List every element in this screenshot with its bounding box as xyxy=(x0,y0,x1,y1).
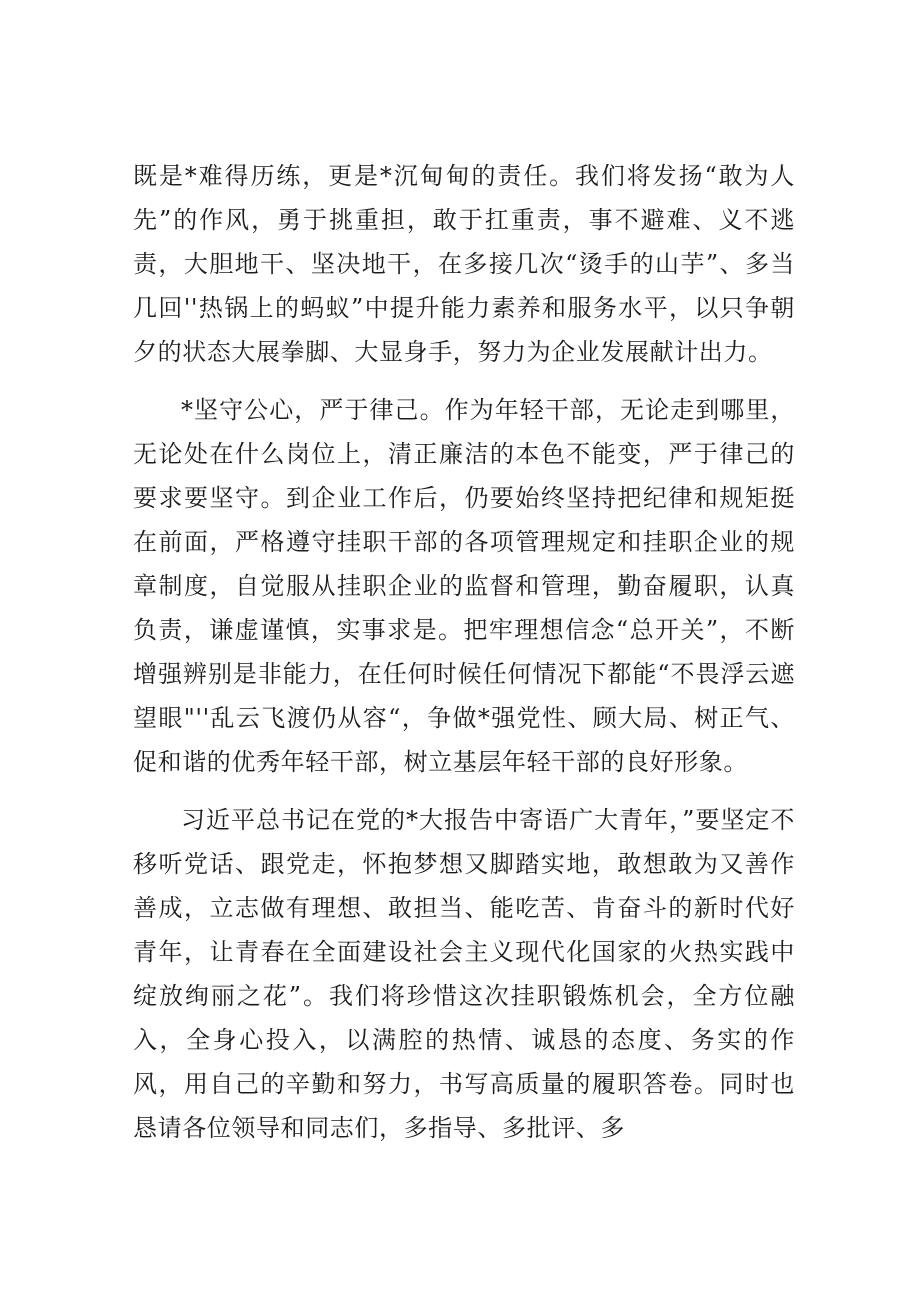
paragraph-2: *坚守公心，严于律己。作为年轻干部，无论走到哪里，无论处在什么岗位上，清正廉洁的本色不能变，严于律己的要求要坚守。到企业工作后，仍要始终坚持把纪律和规矩挺在前面，严格遵守挂职干部的各项管理规定和挂职企业的规章制度，自觉服从挂职企业的监督和管理，勤奋履职，认真负责，谦虚谨慎，实事求是。把牢理想信念“总开关”，不断增强辨别是非能力，在任何时候任何情况下都能“不畏浮云遮望眼"''乱云飞渡仍从容“，争做*强党性、顾大局、树正气、促和谐的优秀年轻干部，树立基层年轻干部的良好形象。 xyxy=(133,396,795,776)
document-body xyxy=(133,154,795,1150)
paragraph-1: 既是*难得历练，更是*沉甸甸的责任。我们将发扬“敢为人先”的作风，勇于挑重担，敢于扛重责，事不避难、义不逃责，大胆地干、坚决地干，在多接几次“烫手的山芋”、多当几回''热锅上的蚂蚁”中提升能力素养和服务水平，以只争朝夕的状态大展拳脚、大显身手，努力为企业发展献计出力。 xyxy=(133,162,795,366)
paragraph-3: 习近平总书记在党的*大报告中寄语广大青年，”要坚定不移听党话、跟党走，怀抱梦想又脚踏实地，敢想敢为又善作善成，立志做有理想、敢担当、能吃苦、肯奋斗的新时代好青年，让青春在全面建设社会主义现代化国家的火热实践中绽放绚丽之花”。我们将珍惜这次挂职锻炼机会，全方位融入，全身心投入，以满腔的热情、诚恳的态度、务实的作风，用自己的辛勤和努力，书写高质量的履职答卷。同时也恳请各位领导和同志们，多指导、多批评、多 xyxy=(133,806,795,1142)
